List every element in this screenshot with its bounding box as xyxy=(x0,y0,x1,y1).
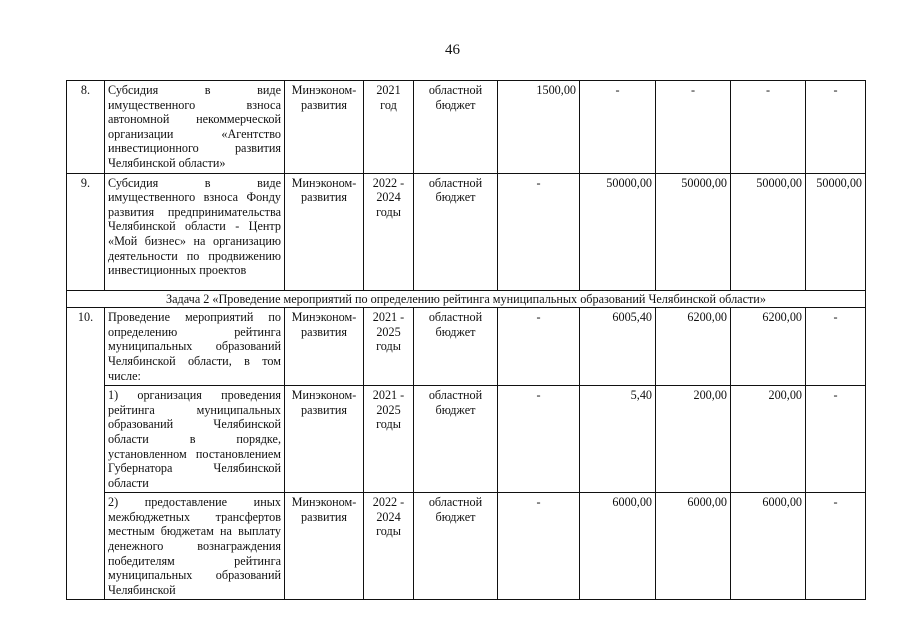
funding-source-cell: областной бюджет xyxy=(414,173,498,290)
amount-cell: - xyxy=(498,308,580,386)
amount-cell: - xyxy=(806,386,866,493)
amount-cell: 50000,00 xyxy=(731,173,806,290)
executor-cell: Минэконом-развития xyxy=(285,173,364,290)
amount-cell: - xyxy=(656,81,731,174)
task-heading: Задача 2 «Проведение мероприятий по определению рейтинга муниципальных образований Челябинской области» xyxy=(67,290,866,308)
amount-cell: 6200,00 xyxy=(731,308,806,386)
amount-cell: 6200,00 xyxy=(656,308,731,386)
executor-cell: Минэконом-развития xyxy=(285,81,364,174)
amount-cell: 6000,00 xyxy=(656,493,731,600)
amount-cell: 200,00 xyxy=(656,386,731,493)
amount-cell: 6000,00 xyxy=(731,493,806,600)
amount-cell: - xyxy=(498,173,580,290)
table-row xyxy=(67,173,866,290)
table-row xyxy=(67,308,866,386)
amount-cell: 200,00 xyxy=(731,386,806,493)
amount-cell: - xyxy=(498,493,580,600)
executor-cell: Минэконом-развития xyxy=(285,493,364,600)
measure-name: Субсидия в виде имущественного взноса Фонду развития предпринимательства Челябинской области - Центр «Мой бизнес» на организацию деятельности по продвижению инвестиционных проектов xyxy=(105,173,285,290)
executor-cell: Минэконом-развития xyxy=(285,308,364,386)
period-cell: 2021 - 2025 годы xyxy=(364,308,414,386)
measure-name: Проведение мероприятий по определению рейтинга муниципальных образований Челябинской области, в том числе: xyxy=(105,308,285,386)
measure-name: 1) организация проведения рейтинга муниципальных образований Челябинской области в порядке, установленном постановлением Губернатора Челябинской области xyxy=(105,386,285,493)
amount-cell: 50000,00 xyxy=(580,173,656,290)
amount-cell: - xyxy=(580,81,656,174)
amount-cell: - xyxy=(731,81,806,174)
amount-cell: 6005,40 xyxy=(580,308,656,386)
period-cell: 2022 - 2024 годы xyxy=(364,173,414,290)
row-number: 8. xyxy=(67,81,105,174)
funding-source-cell: областной бюджет xyxy=(414,81,498,174)
row-number: 10. xyxy=(67,308,105,600)
measure-name: 2) предоставление иных межбюджетных трансфертов местным бюджетам на выплату денежного вознаграждения победителям рейтинга муниципальных образований Челябинской xyxy=(105,493,285,600)
period-cell: 2021 год xyxy=(364,81,414,174)
table-row xyxy=(67,493,866,600)
amount-cell: - xyxy=(806,308,866,386)
measures-table xyxy=(66,80,866,600)
amount-cell: - xyxy=(806,493,866,600)
measure-name: Субсидия в виде имущественного взноса автономной некоммерческой организации «Агентство инвестиционного развития Челябинской области» xyxy=(105,81,285,174)
amount-cell: - xyxy=(806,81,866,174)
row-number: 9. xyxy=(67,173,105,290)
amount-cell: 1500,00 xyxy=(498,81,580,174)
period-cell: 2022 - 2024 годы xyxy=(364,493,414,600)
table-row xyxy=(67,386,866,493)
funding-source-cell: областной бюджет xyxy=(414,493,498,600)
task-heading-row xyxy=(67,290,866,308)
amount-cell: - xyxy=(498,386,580,493)
amount-cell: 50000,00 xyxy=(806,173,866,290)
funding-source-cell: областной бюджет xyxy=(414,386,498,493)
table-row xyxy=(67,81,866,174)
amount-cell: 6000,00 xyxy=(580,493,656,600)
executor-cell: Минэконом-развития xyxy=(285,386,364,493)
amount-cell: 50000,00 xyxy=(656,173,731,290)
page-number: 46 xyxy=(445,42,460,58)
amount-cell: 5,40 xyxy=(580,386,656,493)
funding-source-cell: областной бюджет xyxy=(414,308,498,386)
period-cell: 2021 - 2025 годы xyxy=(364,386,414,493)
